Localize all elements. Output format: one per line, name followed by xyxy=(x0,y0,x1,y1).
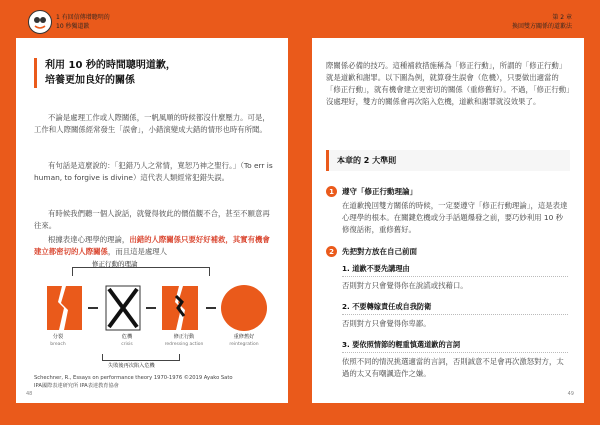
redressing-action-icon xyxy=(162,286,198,330)
diagram-title: 修正行動的理論 xyxy=(92,260,138,268)
failure-label: 失敗後再次陷入危機 xyxy=(108,363,155,369)
highlight-text: 出錯的人際關係只要好好補救，其實有機會建立都密切的人際關係 xyxy=(34,235,270,256)
repair-theory-diagram xyxy=(42,278,272,338)
breach-icon xyxy=(47,286,82,330)
rule-heading-2 xyxy=(326,246,417,257)
failure-bracket xyxy=(102,354,180,361)
number-badge: 2 xyxy=(326,246,337,257)
diagram-bracket xyxy=(72,267,210,276)
stage-label-en: reintegration xyxy=(229,342,259,347)
left-page xyxy=(16,38,288,403)
stage-label-breach xyxy=(28,334,88,348)
sub-rule-text: 否則對方只會覺得你卑鄙。 xyxy=(342,319,431,328)
text-span: 根據表達心理學的理論， xyxy=(48,235,130,244)
divider xyxy=(342,276,568,277)
header-line: 第 2 章 xyxy=(552,14,572,21)
header-book-title xyxy=(56,10,110,31)
header-line: 1 有回信傳增聰明的 xyxy=(56,14,110,21)
citation xyxy=(34,374,274,390)
header-chapter xyxy=(512,13,572,31)
divider xyxy=(342,352,568,353)
sub-rule-title: 1. 道歉不要先講理由 xyxy=(342,264,410,273)
page-number: 48 xyxy=(26,391,33,397)
right-page xyxy=(312,38,584,403)
rule-title: 先把對方放在自己前面 xyxy=(342,247,417,256)
paragraph xyxy=(34,234,276,258)
book-logo-icon xyxy=(28,10,52,34)
sub-rule-text: 否則對方只會覺得你在說謊或找藉口。 xyxy=(342,281,468,290)
stage-label-reintegration xyxy=(214,334,274,348)
citation-line: IPA國際表達研究所 IPA表達教育協會 xyxy=(34,383,119,389)
stage-label-zh: 分裂 xyxy=(52,334,64,340)
page-number: 49 xyxy=(567,391,574,397)
citation-line: Schechner, R., Essays on performance theory 1970-1976 ©2019 Ayako Sato xyxy=(34,375,233,381)
title-line: 培養更加良好的關係 xyxy=(45,75,135,86)
sub-rule-title: 2. 不要轉嫁責任或自我防衛 xyxy=(342,302,432,311)
rule-title: 遵守「修正行動理論」 xyxy=(342,187,417,196)
stage-label-zh: 重修舊好 xyxy=(233,334,255,340)
stage-label-crisis xyxy=(97,334,157,348)
section-heading: 本章的 2 大準則 xyxy=(326,150,570,171)
stage-label-en: crisis xyxy=(121,342,133,347)
paragraph: 有時候我們聽一個人說話，就覺得彼此的價值觀不合，甚至不願意再往來。 xyxy=(34,209,270,230)
stage-label-en: redressing action xyxy=(164,342,204,347)
sub-rule-title: 3. 要依照情節的輕重慎選道歉的言詞 xyxy=(342,340,461,349)
paragraph: 際關係必備的技巧。這種補救措施稱為「修正行動」，所謂的「修正行動」就是道歉和謝罪。以下圖為例，就算發生誤會（危機），只要做出適當的「修正行動」，就有機會建立更密切的關係（重修舊好）。不過，「修正行動」沒處理好，雙方的關係會再次陷入危機，道歉和謝罪就沒效果了。 xyxy=(326,61,570,106)
stage-label-zh: 修正行動 xyxy=(173,334,195,340)
header-line: 10 秒獨道歉 xyxy=(56,23,90,30)
text-span: ，而且這是處理人 xyxy=(107,247,168,256)
header-left xyxy=(28,10,110,34)
rule-heading-1 xyxy=(326,186,417,197)
stage-label-redressing-action xyxy=(154,334,214,348)
stage-label-zh: 危機 xyxy=(121,334,133,340)
section-title xyxy=(34,58,285,88)
paragraph: 不論是處理工作或人際關係，一帆風順的時候都沒什麼壓力。可是，工作和人際關係經常發生「誤會」，小錯演變成大錯的情形也時有所聞。 xyxy=(34,113,270,134)
header-line: 換回雙方關係的道歉法 xyxy=(511,23,572,30)
paragraph: 有句話是這麼說的：「犯錯乃人之常情，寬恕乃神之聖行。」（To err is human, to forgive is divine）這代表人類經常犯錯失誤。 xyxy=(34,161,273,182)
stage-label-en: breach xyxy=(50,342,66,347)
title-line: 利用 10 秒的時間聰明道歉， xyxy=(45,60,176,71)
crisis-icon xyxy=(106,286,140,330)
number-badge: 1 xyxy=(326,186,337,197)
sub-rule-text: 依照不同的情況挑選適當的言詞，否則誠意不足會再次激怒對方，太過的太又有嘲諷造作之嫌。 xyxy=(342,357,564,378)
divider xyxy=(342,314,568,315)
reintegration-icon xyxy=(221,285,267,331)
rule-text: 在道歉挽回雙方關係的時候，一定要遵守「修正行動理論」，這是表達心理學的根本。在關鍵危機或分手話題爆發之前，要巧妙利用 10 秒修復話術，重修舊好。 xyxy=(342,201,568,234)
